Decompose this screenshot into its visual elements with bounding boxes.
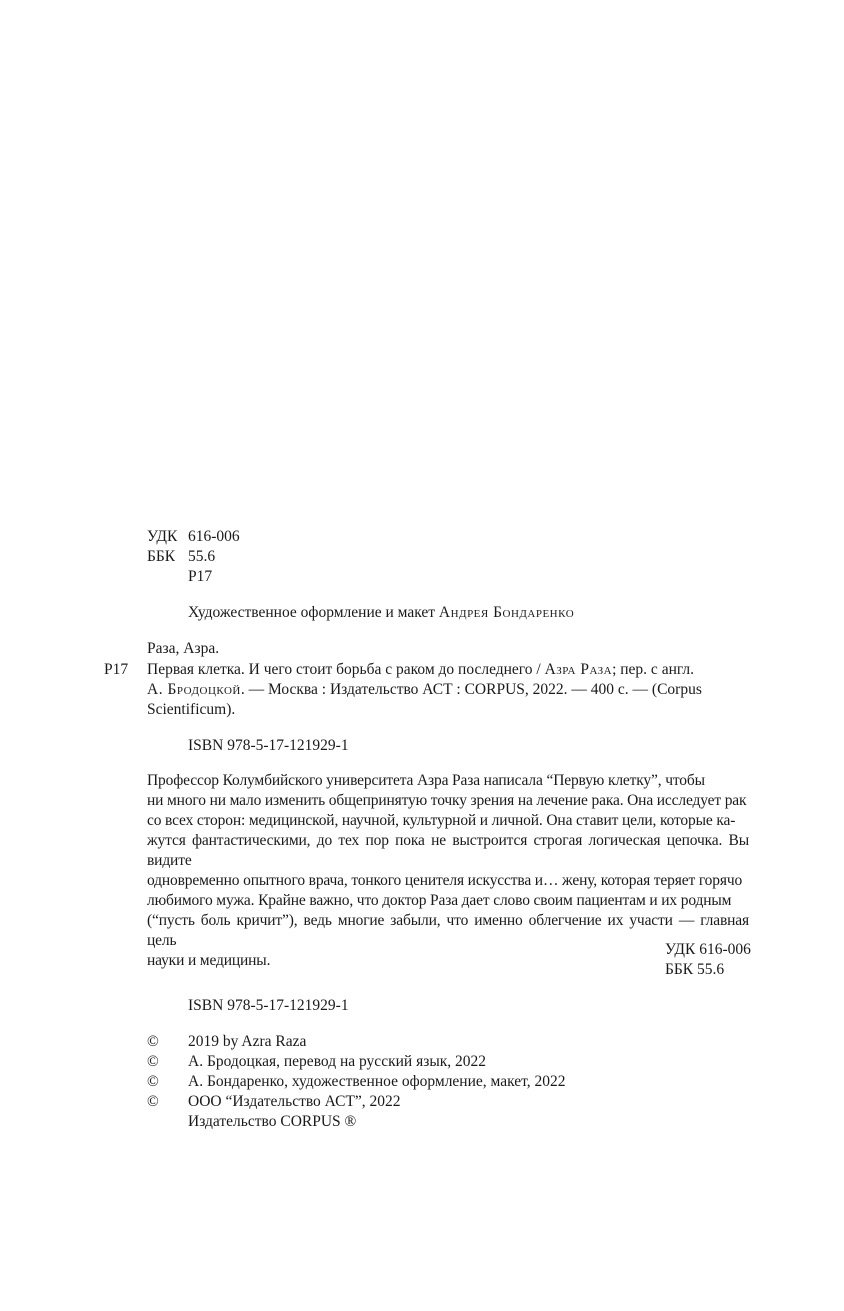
publisher-trademark: Издательство CORPUS ® [188,1113,357,1130]
bbk-right: ББК 55.6 [665,961,725,978]
annotation-line: (“пусть боль кричит”), ведь многие забыли, что именно облегчение их участи — главная цель [147,912,749,949]
record-line-3: Scientificum). [147,701,236,718]
annotation-line: науки и медицины. [147,952,271,969]
annotation-line: ни много ни мало изменить общепринятую точку зрения на лечение рака. Она исследует рак [147,792,747,809]
record-heading: Раза, Азра. [147,640,220,657]
record-author: Азра Раза [544,661,613,678]
bbk-label: ББК [147,548,176,565]
copyright-line: А. Бродоцкая, перевод на русский язык, 2022 [188,1053,487,1070]
record-line-2 [147,680,702,700]
annotation-line: любимого мужа. Крайне важно, что доктор Раза дает слово своим пациентам и их родным [147,892,732,909]
copyright-line: А. Бондаренко, художественное оформление, макет, 2022 [188,1073,566,1090]
record-title: Первая клетка. И чего стоит борьба с раком до последнего / [147,661,541,678]
udk-value: 616-006 [188,528,240,545]
annotation-line: жутся фантастическими, до тех пор пока не выстроится строгая логическая цепочка. Вы видите [147,832,749,869]
copyright-symbol: © [147,1093,159,1110]
annotation-line: Профессор Колумбийского университета Азра Раза написала “Первую клетку”, чтобы [147,772,705,789]
design-credit [188,603,574,623]
author-mark: Р17 [188,568,213,585]
annotation-line: одновременно опытного врача, тонкого ценителя искусства и… жену, которая теряет горячо [147,872,743,889]
design-credit-text: Художественное оформление и макет [188,604,436,621]
record-translation-note: ; пер. с англ. [612,661,695,678]
copyright-symbol: © [147,1033,159,1050]
udk-label: УДК [147,528,178,545]
record-imprint: . — Москва : Издательство АСТ : CORPUS, 2022. — 400 с. — (Corpus [240,681,702,698]
design-credit-name: Андрея Бондаренко [438,604,575,621]
udk-right: УДК 616-006 [665,941,751,958]
record-mark: Р17 [104,661,129,678]
record-translator: А. Бродоцкой [147,681,241,698]
bbk-value: 55.6 [188,548,216,565]
copyright-symbol: © [147,1073,159,1090]
annotation-line: со всех сторон: медицинской, научной, культурной и личной. Она ставит цели, которые ка- [147,812,736,829]
isbn-top: ISBN 978-5-17-121929-1 [188,737,349,754]
annotation-paragraph [147,771,749,971]
copyright-symbol: © [147,1053,159,1070]
copyright-line: 2019 by Azra Raza [188,1033,307,1050]
copyright-line: ООО “Издательство АСТ”, 2022 [188,1093,401,1110]
record-line-1 [147,660,694,680]
isbn-bottom: ISBN 978-5-17-121929-1 [188,997,349,1014]
